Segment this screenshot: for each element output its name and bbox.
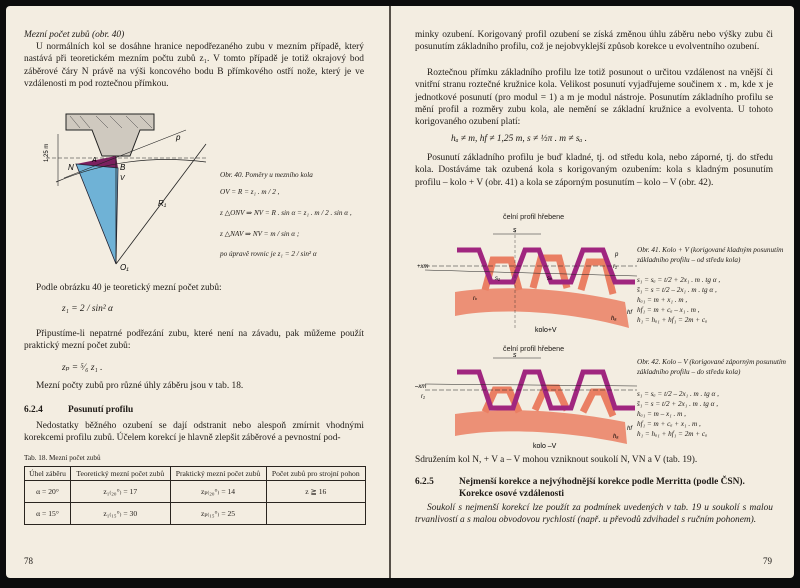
cutter-tool-shape [66,114,154,156]
fig40-equation-1: OV = R = z₁ . m / 2 , [220,188,280,196]
section-6-2-4-number: 6.2.4 [24,405,43,415]
fig41-hf-label: hf [627,310,633,316]
fig41-eq: hₐ₁ = m + x₁ . m , [637,296,688,304]
shift-sign-paragraph: Posunutí základního profilu je buď kladné, tj. od středu kola, nebo záporné, tj. do středu kola. Dostáváme tak ozubená kola s korigovaným ozubením: kola s kladným posunutím profilu – kolo + V (obr. 41) a kola se záporným posunutím – kolo – V (obr. 42). [415,153,773,188]
fig41-caption: Obr. 41. Kolo + V (korigované kladným posunutím základního profilu – od středu kola) [637,246,784,264]
fig40-equation-4: po úpravě rovnic je z₁ = 2 / sin² α [220,250,317,258]
table18-cell: z ≧ 16 [266,481,365,503]
fig40-p-label: p [176,133,181,142]
fig42-wheel-body [455,410,627,444]
table18-header: Počet zubů pro strojní pohon [266,467,365,481]
right-page-number: 79 [763,556,772,566]
table18-cell: α = 20° [25,481,71,503]
fig41-ha-label: hₐ [611,316,617,322]
left-page [6,6,389,578]
table18 [24,466,366,525]
fig41-eq: s̄₁ = s = t/2 – 2x₁ . m . tg α , [637,286,717,294]
gear-pairs-paragraph: Sdružením kol N, + V a – V mohou vzniknout soukolí N, VN a V (tab. 19). [415,455,698,465]
section-6-2-5-number: 6.2.5 [415,477,434,487]
fig41-diagram [415,220,640,340]
fig42-eq: h₁ = hₐ₁ + hf₁ = 2m + cₐ [637,430,708,438]
fig40-equation-2: z △ONV ⇒ NV = R . sin α = z₁ . m / 2 . sin α , [220,209,352,217]
fig40-N-label: N [68,163,74,172]
table18-cell: z₁₍₁₅°₎ = 30 [71,503,170,525]
fig41-eq: s₁ = sₐ = t/2 + 2x₁ . m . tg α , [637,276,721,284]
fig42-s-label: s [513,352,517,359]
table18-header: Teoretický mezní počet zubů [71,467,170,481]
fig41-wheel-body [455,288,629,328]
fig42-caption: Obr. 42. Kolo – V (korigované záporným posunutím základního profilu – do středu kola) [637,358,787,376]
minimum-correction-paragraph: Soukolí s nejmenší korekcí lze použít za podmínek uvedených v tab. 19 u soukolí s malou trvanlivostí a s malou obvodovou rychlostí (např. u převodů zdvihadel s ručním pohonem). [415,503,773,526]
table-reference-paragraph: Mezní počty zubů pro různé úhly záběru jsou v tab. 18. [36,381,244,391]
section-6-2-4-title: Posunutí profilu [68,405,134,415]
correction-intro-paragraph: minky ozubení. Korigovaný profil ozubení se získá změnou úhlu záběru nebo výšky zubu či posunutím základního profilu, což je nejobvyklejší způsob korekce u evolventního ozubení. [415,30,773,53]
fig40-R1-label: R₁ [158,199,167,208]
limit-teeth-paragraph: U normálních kol se dosáhne hranice nepodřezaného zubu v mezním případě, který nastává při teoretickém mezním počtu zubů z₁. V tomto případě je totiž okrajový bod záběrové čáry N právě na výši koncového bodu B přímkového ostří nože, který je ve vzdálenosti m pod roztečnou přímkou. [24,42,364,89]
corrected-gear-formula: hₐ ≠ m, hf ≠ 1,25 m, s ≠ ½π . m ≠ sₐ . [451,134,587,144]
fig41-s-label: s [513,227,517,234]
fig42-rack-label: čelní profil hřebene [503,344,565,353]
section-6-2-5-title: Nejmenší korekce a nejvýhodnější korekce podle Merritta (podle ČSN). Korekce osové vzdálenosti [459,477,745,499]
fig40-O1-label: O₁ [120,263,129,272]
fig41-eq: hf₁ = m + cₐ – x₁ . m , [637,306,700,314]
table18-title: Tab. 18. Mezní počet zubů [24,454,101,462]
table18-header: Úhel záběru [25,467,71,481]
fig41-r1-label: r₁ [613,264,617,270]
fig41-rk-label: rₖ [473,296,478,302]
table18-cell: z₁₍₂₀°₎ = 17 [71,481,170,503]
fig41-rack-label: čelní profil hřebene [503,212,565,221]
fig40-V-label: V [120,175,125,182]
table18-header: Praktický mezní počet zubů [170,467,266,481]
fig40-B-label: B [120,163,126,172]
profile-shift-explanation-paragraph: Roztečnou přímku základního profilu lze totiž posunout o určitou vzdálenost na vnější či vnitřní stranu roztečné kružnice kola. Velikost posunutí vyjadřujeme součinem x . m, kde x je jednotkové posunutí (pro modul = 1) a m je modul nástroje. Posunutím základního profilu se mění profil a rozměry zubu kola, ale nemění se základní kružnice a evolventa. U tohoto korigovaného ozubení platí: [415,68,773,128]
fig42-diagram [415,352,640,452]
fig42-eq: s̄₁ = s = t/2 + 2x₁ . m . tg α , [637,400,719,408]
fig42-wheel-label: kolo –V [533,443,557,450]
fig41-xm-label: +xm [417,264,429,270]
blue-triangle [76,164,118,264]
table18-cell: α = 15° [25,503,71,525]
fig42-xm-label: –xm [415,384,427,390]
practical-limit-paragraph: Připustíme-li nepatrné podřezání zubu, které není na závadu, pak můžeme použít praktický mezní počet zubů: [24,329,364,352]
fig41-p-label: p [615,252,619,258]
fig42-eq: s₁ = sₐ = t/2 – 2x₁ . m . tg α , [637,390,719,398]
right-page [391,6,794,578]
theoretical-limit-formula: z₁ = 2 / sin² α [62,304,113,314]
fig40-A-label: A [92,157,97,164]
fig40-caption: Obr. 40. Poměry u mezního kola [220,171,313,179]
fig40-equation-3: z △NAV ⇒ NV = m / sin α ; [220,230,300,238]
fig42-eq: hf₁ = m + cₐ + x₁ . m , [637,420,701,428]
profile-shift-paragraph: Nedostatky běžného ozubení se dají odstranit nebo alespoň zmírnit vhodnými korekcemi profilu zubů. Účelem korekcí je hlavně zlepšit záběrové a pevnostní pod- [24,421,364,444]
theoretical-limit-paragraph: Podle obrázku 40 je teoretický mezní počet zubů: [36,283,222,293]
left-page-number: 78 [24,556,33,566]
fig41-s1-label: s₁ [495,276,500,282]
fig42-r1-label: r₁ [421,394,425,400]
fig41-wheel-label: kolo+V [535,327,557,334]
fig41-eq: h₁ = hₐ₁ + hf₁ = 2m + cₐ [637,316,708,324]
fig42-eq: hₐ₁ = m – x₁ . m , [637,410,686,418]
fig42-hf-label: hf [627,426,633,432]
fig42-ha-label: hₐ [613,434,619,440]
table18-cell: zₚ₍₁₅°₎ = 25 [170,503,266,525]
table-row [25,503,366,525]
fig40-m-label: 1,25 m [44,143,50,162]
fig41-sk-label: sₖ [547,276,553,282]
table-row [25,481,366,503]
practical-limit-formula: zₚ = ⁵⁄₆ z₁ . [62,363,103,373]
table18-cell: zₚ₍₂₀°₎ = 14 [170,481,266,503]
table18-cell [266,503,365,525]
fig40-diagram [46,104,216,274]
fig40-reference-title: Mezní počet zubů (obr. 40) [24,30,125,40]
